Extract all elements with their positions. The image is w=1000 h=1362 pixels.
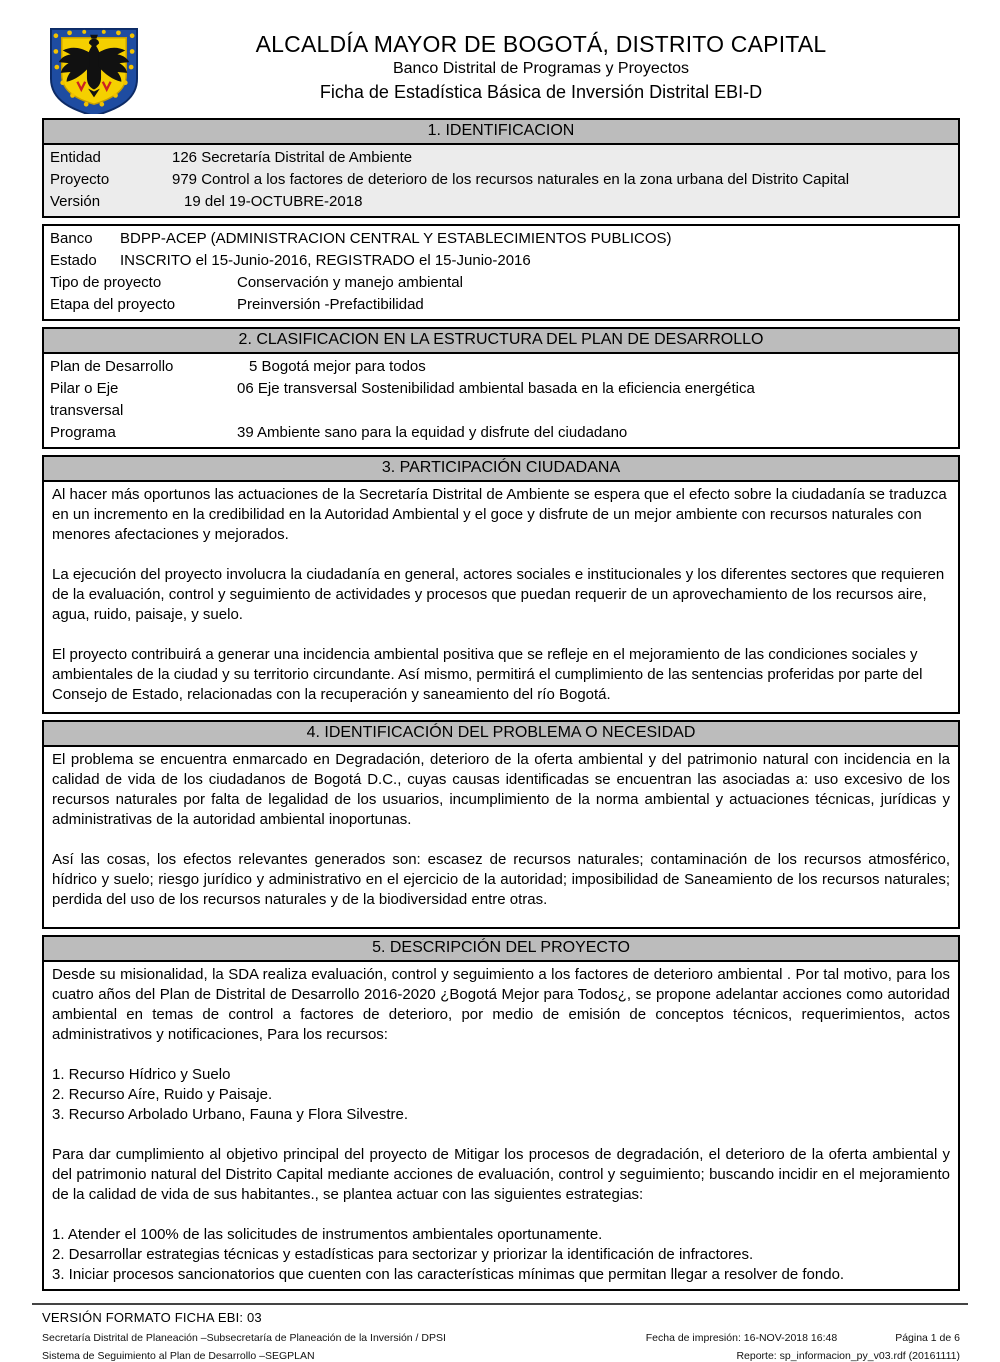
field-value: 5 Bogotá mejor para todos <box>249 358 426 375</box>
banco-estado-rows <box>44 226 958 319</box>
paragraph: Así las cosas, los efectos relevantes generados son: escasez de recursos naturales; contaminación de los recursos atmosférico, hídrico y suelo; riesgo jurídico y administrativo en el ejercicio de la autoridad; imposibilidad de Saneamiento de los recursos naturales; perdida del uso de los recursos naturales y de la biodiversidad entre otras. <box>52 851 950 908</box>
field-row-tipo-proyecto <box>44 272 958 294</box>
field-value: 39 Ambiente sano para la equidad y disfrute del ciudadano <box>237 424 628 441</box>
field-value: 979 Control a los factores de deterioro de los recursos naturales en la zona urbana del Distrito Capital <box>172 171 850 188</box>
field-label: Proyecto <box>50 171 110 188</box>
section-descripcion-heading: 5. DESCRIPCIÓN DEL PROYECTO <box>44 937 958 962</box>
section-participacion-heading: 3. PARTICIPACIÓN CIUDADANA <box>44 457 958 482</box>
print-date: Fecha de impresión: 16-NOV-2018 16:48 <box>645 1332 838 1344</box>
field-row-programa <box>44 422 958 444</box>
recursos-list <box>52 1065 950 1125</box>
clasificacion-rows <box>44 354 958 447</box>
field-label: Entidad <box>50 149 101 166</box>
footer-row-2 <box>42 1350 960 1362</box>
problema-text <box>44 747 958 927</box>
section-clasificacion-heading: 2. CLASIFICACION EN LA ESTRUCTURA DEL PLAN DE DESARROLLO <box>44 329 958 354</box>
estrategias-list <box>52 1225 950 1285</box>
section-descripcion <box>42 935 960 1291</box>
field-label: Plan de Desarrollo <box>50 358 174 375</box>
document-title: Ficha de Estadística Básica de Inversión Distrital EBI-D <box>319 82 763 102</box>
field-row-banco <box>44 228 958 250</box>
field-row-etapa-proyecto <box>44 294 958 316</box>
page-title: ALCALDÍA MAYOR DE BOGOTÁ, DISTRITO CAPITAL <box>255 31 827 57</box>
list-item: 1. Atender el 100% de las solicitudes de instrumentos ambientales oportunamente. <box>52 1226 603 1243</box>
footer-divider <box>32 1303 968 1305</box>
document-footer <box>42 1303 960 1362</box>
identificacion-rows <box>44 145 958 216</box>
field-row-entidad <box>44 147 958 169</box>
section-banco-estado <box>42 224 960 321</box>
paragraph: Al hacer más oportunos las actuaciones de la Secretaría Distrital de Ambiente se espera que el efecto sobre la ciudadanía se traduzca en un incremento en la credibilidad en la Autoridad Ambiental y el goce y disfrute de un mejor ambiente con recursos naturales con menores afectaciones y mejorados. <box>52 486 947 543</box>
section-problema-heading: 4. IDENTIFICACIÓN DEL PROBLEMA O NECESIDAD <box>44 722 958 747</box>
format-version: VERSIÓN FORMATO FICHA EBI: 03 <box>42 1310 262 1325</box>
field-row-version <box>44 191 958 213</box>
field-row-proyecto <box>44 169 958 191</box>
footer-row-1 <box>42 1332 960 1344</box>
descripcion-text <box>44 962 958 1289</box>
field-row-estado <box>44 250 958 272</box>
paragraph: Desde su misionalidad, la SDA realiza evaluación, control y seguimiento a los factores de deterioro ambiental . Por tal motivo, para los cuatro años del Plan de Distrital de Desarrollo 2016-2020 ¿Bogotá Mejor para Todos¿, se propone adelantar acciones como autoridad ambiental en temas de control a factores de deterioro, por medio de emisión de conceptos técnicos, requerimientos, actos administrativos y notificaciones, Para los recursos: <box>52 966 950 1043</box>
field-label: Estado <box>50 252 97 269</box>
paragraph: El problema se encuentra enmarcado en Degradación, deterioro de la oferta ambiental y del patrimonio natural con incidencia en la calidad de vida de los ciudadanos de Bogotá D.C., cuyas causas identificadas se encuentran las asociadas a: uso excesivo de los recursos naturales por falta de legalidad de los usuarios, incumplimiento de la norma ambiental y actuaciones técnicas, jurídicas y administrativas de la autoridad ambiental inoportunas. <box>52 751 950 828</box>
header-titles <box>192 26 890 104</box>
list-item: 3. Iniciar procesos sancionatorios que cuenten con las características mínimas que permitan llegar a resolver de fondo. <box>52 1266 845 1283</box>
field-value: 19 del 19-OCTUBRE-2018 <box>184 193 363 210</box>
bogota-coat-of-arms-icon <box>38 26 150 114</box>
field-label: Versión <box>50 193 101 210</box>
field-label: Programa <box>50 424 116 441</box>
paragraph: Para dar cumplimiento al objetivo principal del proyecto de Mitigar los procesos de degradación, el deterioro de la oferta ambiental y del patrimonio natural del Distrito Capital mediante acciones de evaluación, control y seguimiento; buscando incidir en el mejoramiento de la calidad de vida de sus habitantes., se plantea actuar con las siguientes estrategias: <box>52 1146 950 1203</box>
paragraph: El proyecto contribuirá a generar una incidencia ambiental positiva que se refleje en el mejoramiento de las condiciones sociales y ambientales de la ciudad y su territorio circundante. Así mismo, permitirá el cumplimiento de las sentencias proferidas por parte del Consejo de Estado, relacionadas con la recuperación y saneamiento del río Bogotá. <box>52 646 923 703</box>
list-item: 1. Recurso Hídrico y Suelo <box>52 1066 231 1083</box>
field-value: INSCRITO el 15-Junio-2016, REGISTRADO el 15-Junio-2016 <box>120 252 531 269</box>
report-name: Reporte: sp_informacion_py_v03.rdf (20161111) <box>736 1350 960 1362</box>
footer-org: Secretaría Distrital de Planeación –Subsecretaría de Planeación de la Inversión / DPSI <box>42 1332 446 1344</box>
participacion-text <box>44 482 958 712</box>
field-value: BDPP-ACEP (ADMINISTRACION CENTRAL Y ESTABLECIMIENTOS PUBLICOS) <box>120 230 672 247</box>
page-subtitle: Banco Distrital de Programas y Proyectos <box>392 60 690 77</box>
list-item: 2. Desarrollar estrategias técnicas y estadísticas para sectorizar y priorizar la identificación de infractores. <box>52 1246 754 1263</box>
footer-system: Sistema de Seguimiento al Plan de Desarrollo –SEGPLAN <box>42 1350 315 1362</box>
field-label: Banco <box>50 230 93 247</box>
page-number: Página 1 de 6 <box>895 1332 960 1344</box>
list-item: 3. Recurso Arbolado Urbano, Fauna y Flora Silvestre. <box>52 1106 409 1123</box>
document-header <box>42 26 960 116</box>
field-label: Pilar o Eje transversal <box>50 380 124 419</box>
field-row-pilar-eje <box>44 378 958 422</box>
field-value: 06 Eje transversal Sostenibilidad ambiental basada en la eficiencia energética <box>237 380 755 397</box>
section-participacion <box>42 455 960 714</box>
section-clasificacion <box>42 327 960 449</box>
section-identificacion-heading: 1. IDENTIFICACION <box>44 120 958 145</box>
paragraph: La ejecución del proyecto involucra la ciudadanía en general, actores sociales e institucionales y los diferentes sectores que requieren de la evaluación, control y seguimiento de actividades y procesos que puedan requerir de un aprovechamiento de los recursos aire, agua, ruido, paisaje, y suelo. <box>52 566 945 623</box>
field-label: Tipo de proyecto <box>50 274 162 291</box>
field-label: Etapa del proyecto <box>50 296 176 313</box>
field-value: Conservación y manejo ambiental <box>237 274 463 291</box>
field-row-plan-desarrollo <box>44 356 958 378</box>
field-value: Preinversión -Prefactibilidad <box>237 296 424 313</box>
section-problema <box>42 720 960 929</box>
section-identificacion <box>42 118 960 218</box>
list-item: 2. Recurso Aíre, Ruido y Paisaje. <box>52 1086 273 1103</box>
field-value: 126 Secretaría Distrital de Ambiente <box>172 149 413 166</box>
